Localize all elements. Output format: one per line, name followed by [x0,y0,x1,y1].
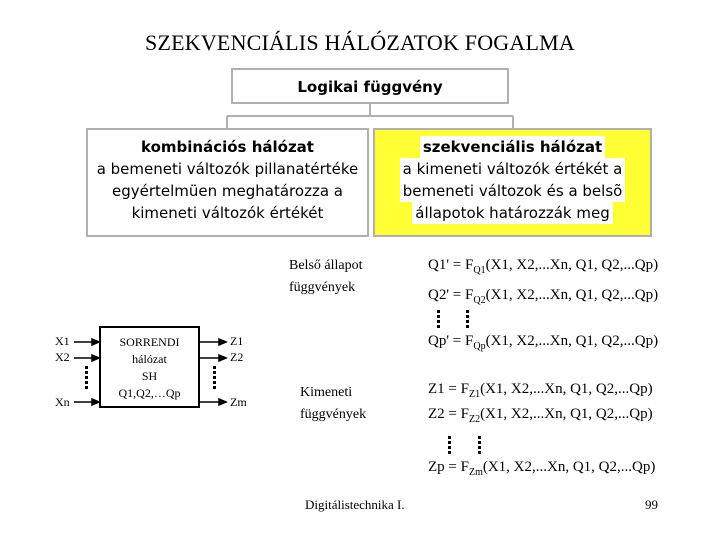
input-x2: X2 [55,350,70,364]
input-x1: X1 [55,334,70,348]
output-function-label [300,385,366,423]
output-z1: Z1 [230,334,244,348]
sh-line: SH [141,369,158,383]
combinational-heading: kombinációs hálózat [141,138,314,156]
state-equation: $Qp' = F_{Qp}(X1$, X2,...Xn, Q1, Q2,...Qp) [428,333,659,352]
combinational-line: kimeneti változók értékét [131,204,324,222]
sequential-heading: szekvenciális hálózat [420,136,605,158]
output-z2: Z2 [230,350,244,364]
sequential-network-box [99,326,200,408]
sequential-line: állapotok határozzák meg [412,202,612,224]
logic-function-box: Logikai függvény [231,68,509,104]
output-label-line: Kimeneti [300,385,353,400]
footer-page-number: 99 [645,497,658,512]
sequential-box [373,128,652,237]
sh-line: Q1,Q2,…Qp [118,386,181,400]
internal-state-label [289,258,363,296]
state-equation: $Q2' = F_{Q2}(X1$, X2,...Xn, Q1, Q2,...Qp) [428,287,659,306]
footer-course: Digitálistechnika I. [305,497,405,512]
page-title: SZEKVENCIÁLIS HÁLÓZATOK FOGALMA [145,30,575,55]
sequential-line: bemeneti változok és a belsõ [400,180,626,202]
input-xn: Xn [55,395,70,409]
sh-line: SORRENDI [119,335,180,349]
output-equation: $Z1 = F_{Z1}(X1$, X2,...Xn, Q1, Q2,...Qp) [428,381,653,400]
state-equation: $Q1' = F_{Q1}(X1$, X2,...Xn, Q1, Q2,...Qp) [428,257,659,276]
output-label-line: függvények [300,407,367,422]
internal-state-label-line: függvények [289,280,356,295]
combinational-line: a bemeneti változók pillanatértéke [96,160,359,178]
sequential-line: a kimeneti változók értékét a [400,158,626,180]
sh-line: hálózat [132,352,167,366]
output-equation: $Zp = F_{Zm}(X1$, X2,...Xn, Q1, Q2,...Qp) [428,459,656,478]
output-equation: $Z2 = F_{Z2}(X1$, X2,...Xn, Q1, Q2,...Qp) [428,406,653,425]
combinational-box [86,128,369,237]
internal-state-label-line: Belső állapot [289,258,363,273]
output-zm: Zm [230,395,247,409]
combinational-line: egyértelmüen meghatározza a [112,182,343,200]
